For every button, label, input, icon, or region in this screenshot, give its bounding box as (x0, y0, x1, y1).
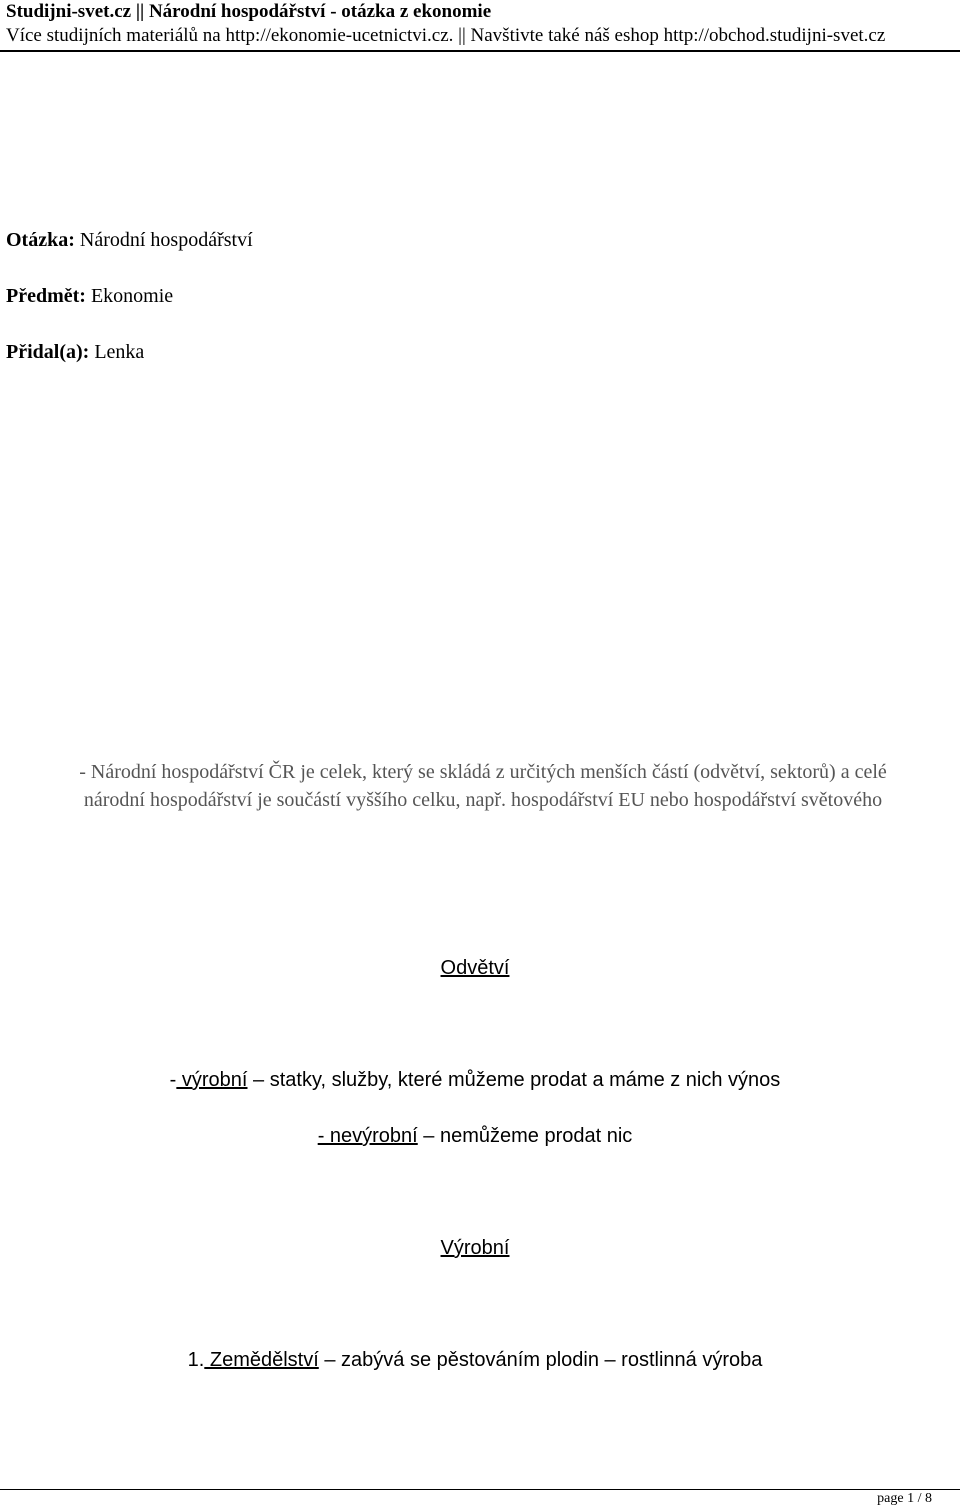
subject-label: Předmět: (6, 285, 86, 307)
item-term: Zemědělství (204, 1349, 319, 1371)
nevyrobni-description: – nemůžeme prodat nic (417, 1125, 633, 1147)
intro-line-2: národní hospodářství je součástí vyššího celku, např. hospodářství EU nebo hospodářství světového (83, 789, 883, 811)
author-line (6, 340, 144, 364)
vyrobni-heading (0, 1236, 950, 1260)
question-line (6, 228, 253, 252)
subject-value: Ekonomie (90, 285, 174, 307)
header-divider (0, 50, 960, 52)
item-description: – zabývá se pěstováním plodin – rostlinná výroba (318, 1349, 763, 1371)
vyrobni-description: – statky, služby, které můžeme prodat a máme z nich výnos (247, 1069, 781, 1091)
subject-line (6, 284, 173, 308)
nevyrobni-term: - nevýrobní (317, 1125, 418, 1147)
intro-paragraph (28, 758, 938, 814)
vyrobni-prefix: - (169, 1069, 177, 1091)
document-header-subtitle: Více studijních materiálů na http://ekonomie-ucetnictvi.cz. || Navštivte také náš eshop http://obchod.studijni-svet.cz (6, 25, 886, 46)
list-item (0, 1348, 950, 1372)
question-label: Otázka: (6, 229, 75, 251)
odvetvi-heading (0, 956, 950, 980)
question-value: Národní hospodářství (79, 229, 253, 251)
vyrobni-term: výrobní (176, 1069, 248, 1091)
footer-divider (0, 1489, 960, 1490)
author-label: Přidal(a): (6, 341, 90, 363)
page-number: page 1 / 8 (877, 1491, 932, 1506)
item-number: 1. (187, 1349, 205, 1371)
odvetvi-heading-text: Odvětví (440, 957, 510, 979)
document-header-title: Studijni-svet.cz || Národní hospodářství - otázka z ekonomie (6, 1, 492, 22)
author-value: Lenka (94, 341, 145, 363)
vyrobni-definition (0, 1068, 950, 1092)
vyrobni-heading-text: Výrobní (440, 1237, 510, 1259)
intro-line-1: - Národní hospodářství ČR je celek, který se skládá z určitých menších částí (odvětví, sektorů) a celé (79, 761, 887, 783)
nevyrobni-definition (0, 1124, 950, 1148)
